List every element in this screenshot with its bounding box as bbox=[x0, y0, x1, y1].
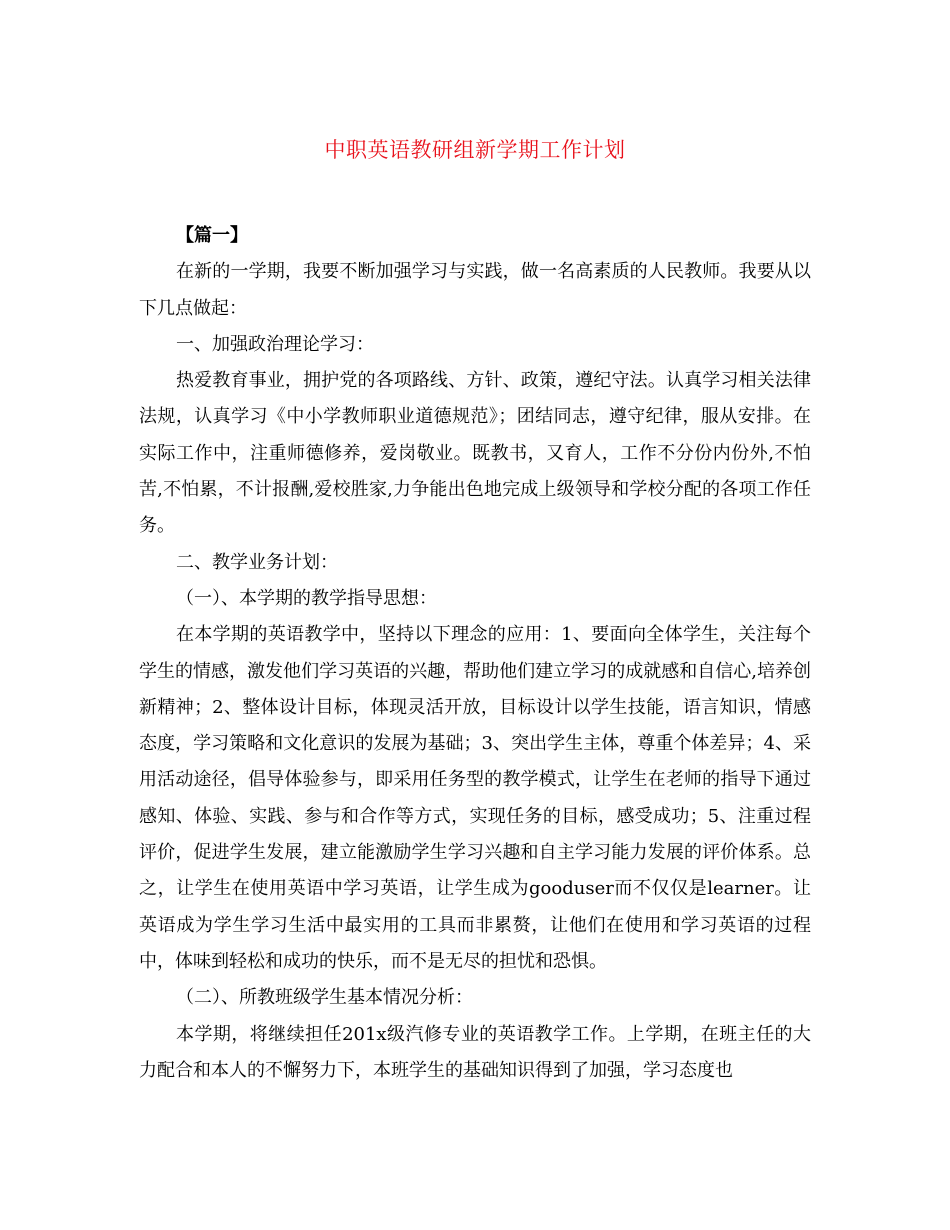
political-study-paragraph: 热爱教育事业，拥护党的各项路线、方针、政策，遵纪守法。认真学习相关法律法规，认真学习《中小学教师职业道德规范》；团结同志，遵守纪律，服从安排。在实际工作中，注重师德修养，爱岗敬业。既教书，又育人，工作不分份内份外,不怕苦,不怕累，不计报酬,爱校胜家,力争能出色地完成上级领导和学校分配的各项工作任务。 bbox=[139, 370, 811, 537]
class-analysis-paragraph: 本学期，将继续担任201x级汽修专业的英语教学工作。上学期，在班主任的大力配合和本人的不懈努力下，本班学生的基础知识得到了加强，学习态度也 bbox=[139, 1023, 811, 1081]
intro-paragraph: 在新的一学期，我要不断加强学习与实践，做一名高素质的人民教师。我要从以下几点做起： bbox=[139, 261, 811, 319]
section-heading-political-study: 一、加强政治理论学习： bbox=[176, 333, 374, 355]
subsection-heading-guiding-thought: （一）、本学期的教学指导思想： bbox=[176, 587, 437, 609]
document-title: 中职英语教研组新学期工作计划 bbox=[324, 138, 626, 162]
subsection-heading-class-analysis: （二）、所教班级学生基本情况分析： bbox=[176, 987, 473, 1009]
document-body bbox=[139, 218, 811, 1089]
guiding-thought-paragraph: 在本学期的英语教学中，坚持以下理念的应用：1、要面向全体学生，关注每个学生的情感，激发他们学习英语的兴趣，帮助他们建立学习的成就感和自信心,培养创新精神；2、整体设计目标，体现灵活开放，目标设计以学生技能，语言知识，情感态度，学习策略和文化意识的发展为基础；3、突出学生主体，尊重个体差异；4、采用活动途径，倡导体验参与，即采用任务型的教学模式，让学生在老师的指导下通过感知、体验、实践、参与和合作等方式，实现任务的目标，感受成功；5、注重过程评价，促进学生发展，建立能激励学生学习兴趣和自主学习能力发展的评价体系。总之，让学生在使用英语中学习英语，让学生成为gooduser而不仅仅是learner。让英语成为学生学习生活中最实用的工具而非累赘，让他们在使用和学习英语的过程中，体味到轻松和成功的快乐，而不是无尽的担忧和恐惧。 bbox=[139, 624, 811, 972]
section-label: 【篇一】 bbox=[176, 225, 248, 246]
section-heading-teaching-plan: 二、教学业务计划： bbox=[176, 551, 338, 573]
